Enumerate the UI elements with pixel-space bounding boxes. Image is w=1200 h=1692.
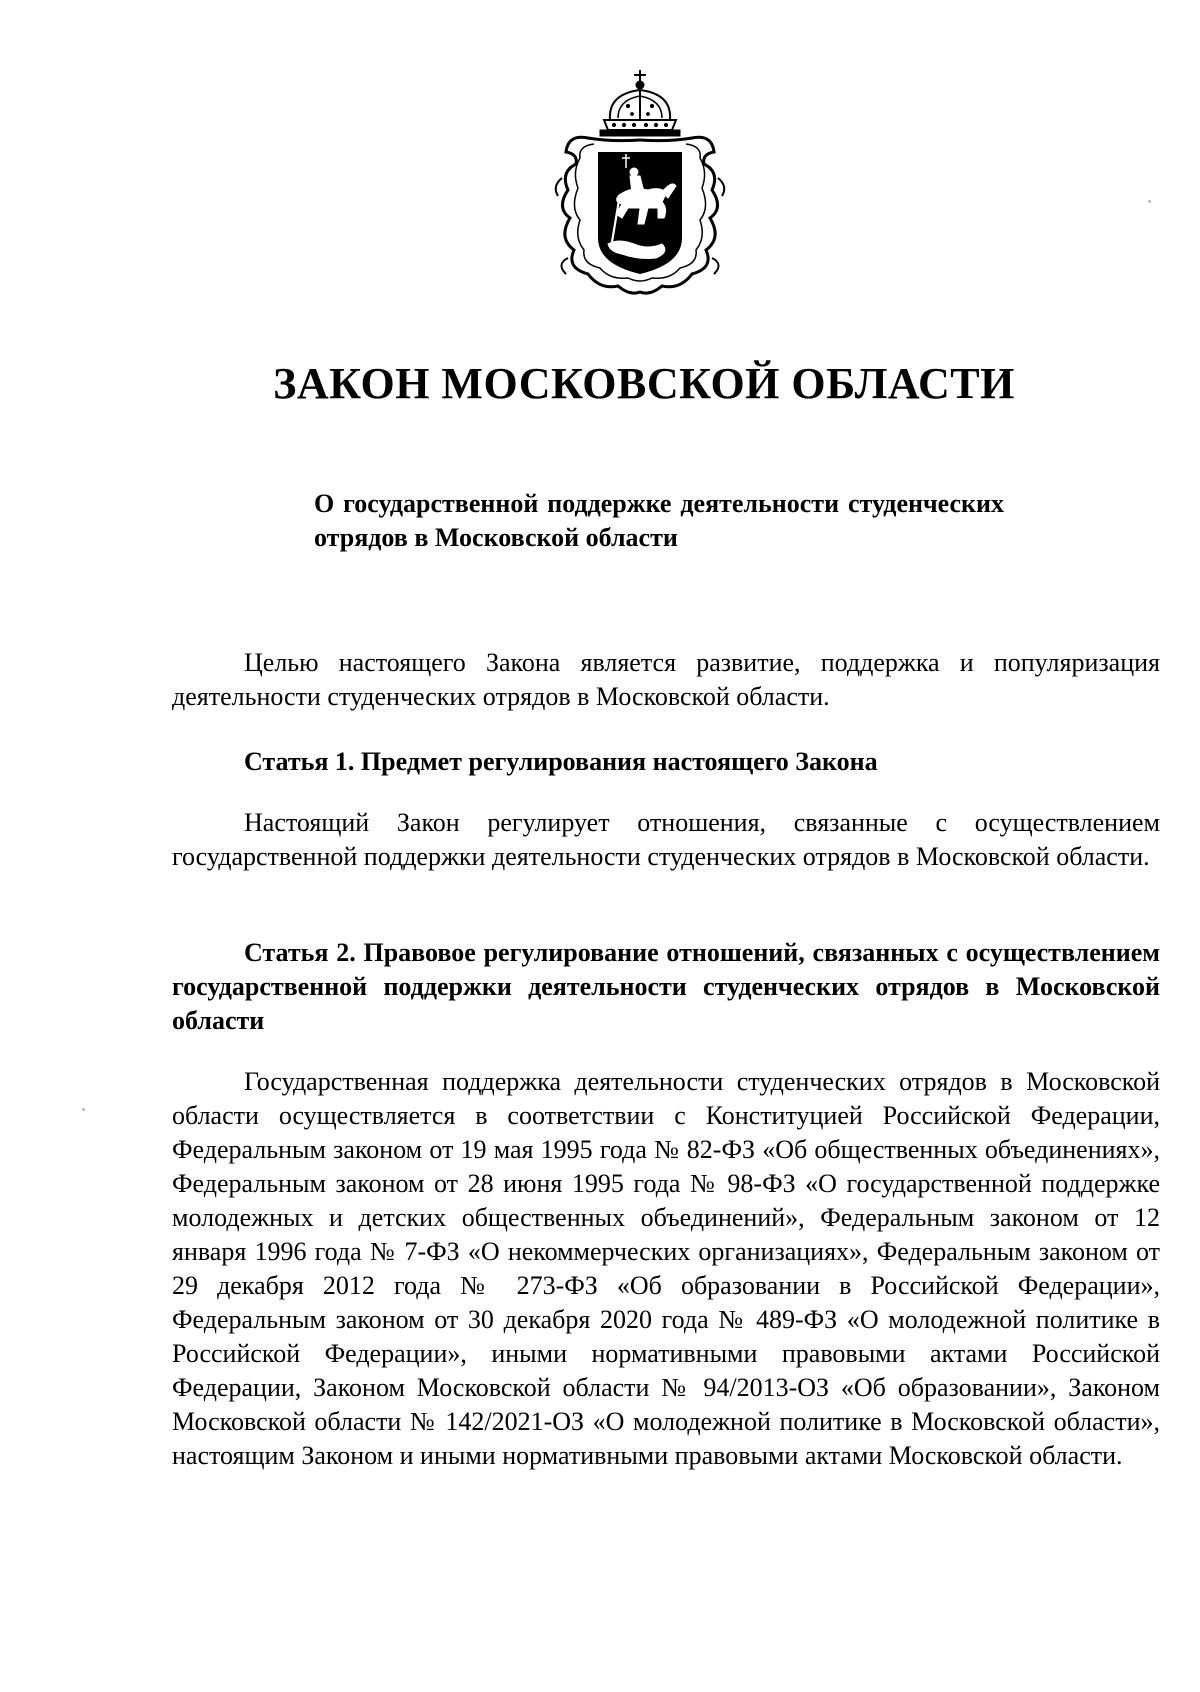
law-title: ЗАКОН МОСКОВСКОЙ ОБЛАСТИ: [273, 359, 1015, 408]
article-2-heading: Статья 2. Правовое регулирование отношений, связанных с осуществлением государственной поддержки деятельности студенческих отрядов в Московской области: [172, 938, 1160, 1035]
law-subtitle: О государственной поддержке деятельности студенческих отрядов в Московской области: [314, 489, 1004, 552]
intro-paragraph: Целью настоящего Закона является развитие, поддержка и популяризация деятельности студенческих отрядов в Московской области.: [172, 648, 1160, 711]
article-1-heading: Статья 1. Предмет регулирования настоящего Закона: [244, 747, 878, 776]
coat-of-arms-icon: [548, 68, 732, 300]
article-2-text: Государственная поддержка деятельности студенческих отрядов в Московской области осуществляется в соответствии с Конституцией Российской Федерации, Федеральным законом от 19 мая 1995 года № 82-ФЗ «Об общественных объединениях», Федеральным законом от 28 июня 1995 года № 98-ФЗ «О государственной поддержке молодежных и детских общественных объединений», Федеральным законом от 12 января 1996 года № 7-ФЗ «О некоммерческих организациях», Федеральным законом от 29 декабря 2012 года № 273-ФЗ «Об образовании в Российской Федерации», Федеральным законом от 30 декабря 2020 года № 489-ФЗ «О молодежной политике в Российской Федерации», иными нормативными правовыми актами Российской Федерации, Законом Московской области № 94/2013-ОЗ «Об образовании», Законом Московской области № 142/2021-ОЗ «О молодежной политике в Московской области», настоящим Законом и иными нормативными правовыми актами Московской области.: [172, 1067, 1160, 1470]
crown-icon: [600, 70, 680, 136]
article-1-text: Настоящий Закон регулирует отношения, связанные с осуществлением государственной поддержки деятельности студенческих отрядов в Московской области.: [172, 808, 1160, 871]
scan-speck: [1148, 200, 1151, 203]
scan-speck: [82, 1108, 85, 1111]
